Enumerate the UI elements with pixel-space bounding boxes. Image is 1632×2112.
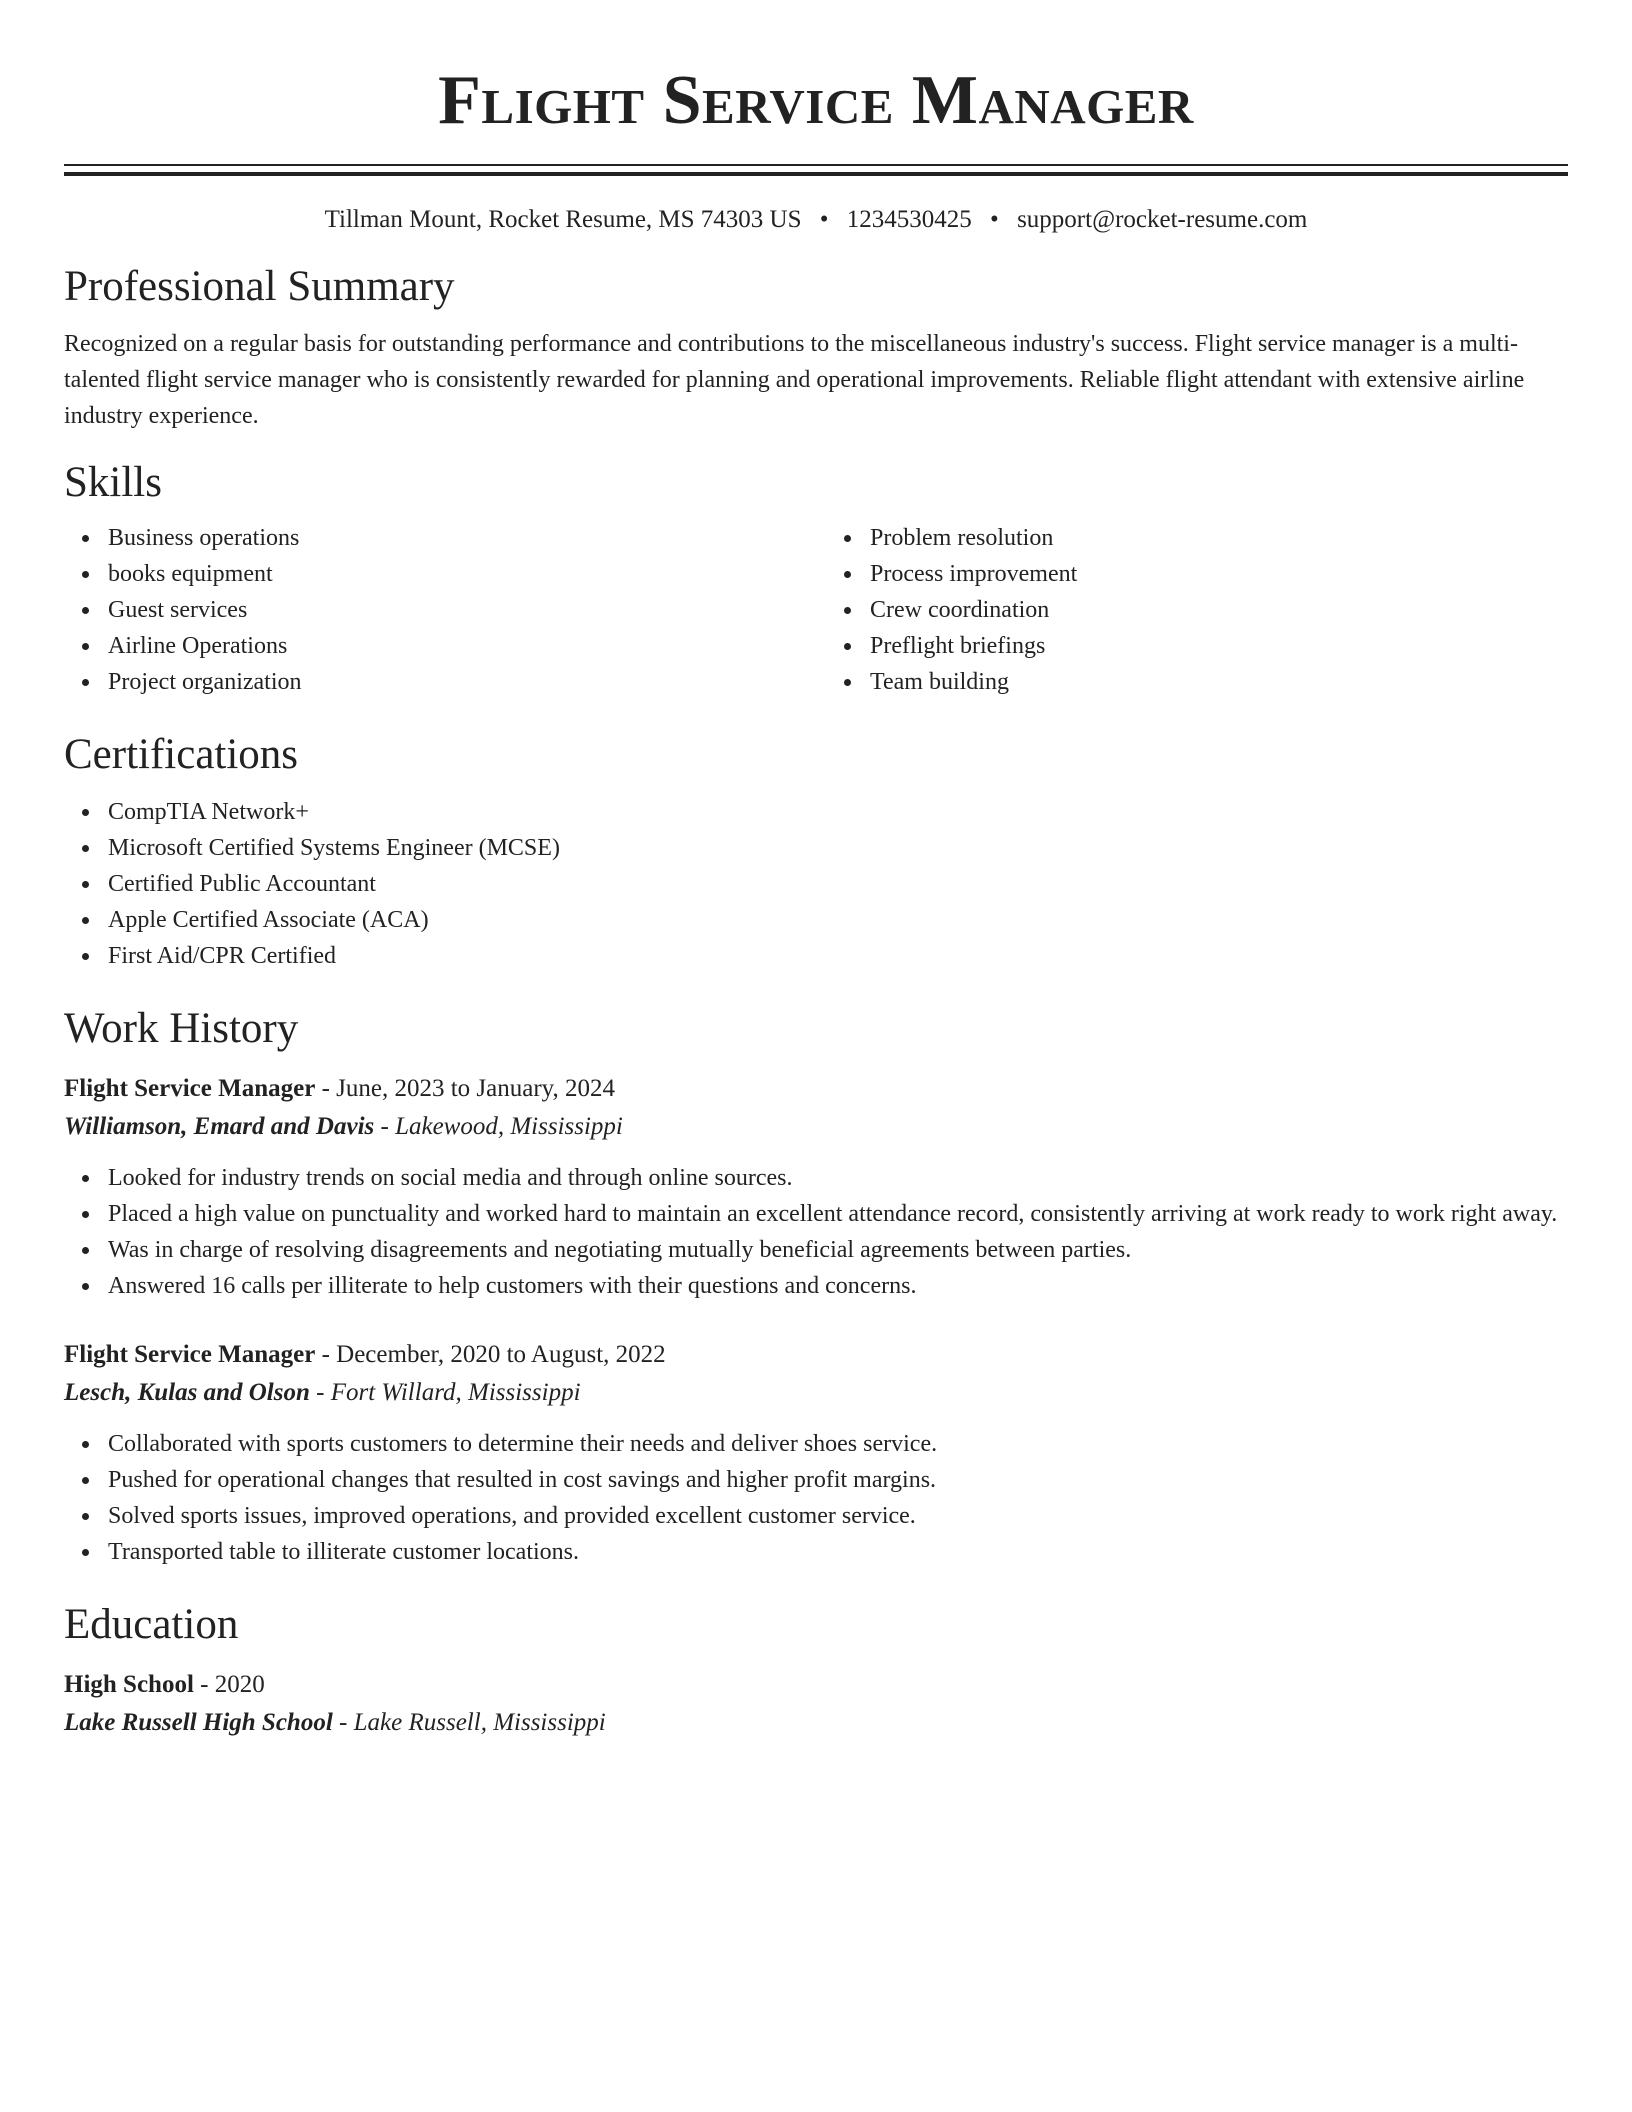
skill-item: Process improvement: [870, 556, 1568, 592]
skill-item: Problem resolution: [870, 520, 1568, 556]
job-dates: June, 2023 to January, 2024: [336, 1075, 616, 1102]
education-degree: High School: [64, 1671, 194, 1698]
skills-list-left: [64, 520, 806, 700]
skill-item: Team building: [870, 664, 1568, 700]
skills-grid: [64, 520, 1568, 700]
education-year: 2020: [214, 1671, 265, 1698]
job-entry: [64, 1336, 1568, 1570]
job-duty: Placed a high value on punctuality and worked hard to maintain an excellent attendance record, consistently arriving at work ready to work right away.: [108, 1196, 1568, 1232]
certifications-heading: Certifications: [64, 731, 299, 778]
job-duties-list: [64, 1426, 1568, 1570]
job-duty: Was in charge of resolving disagreements and negotiating mutually beneficial agreements between parties.: [108, 1232, 1568, 1268]
skill-item: Business operations: [108, 520, 806, 556]
education-school-line: [64, 1704, 1568, 1742]
certification-item: Certified Public Accountant: [108, 866, 1568, 902]
skill-item: books equipment: [108, 556, 806, 592]
contact-separator: •: [819, 206, 829, 233]
contact-separator: •: [990, 206, 999, 233]
education-heading: Education: [64, 1601, 239, 1648]
job-dates: December, 2020 to August, 2022: [336, 1341, 666, 1368]
resume-page: [64, 0, 1568, 1742]
certifications-list: [64, 794, 1568, 974]
job-title-line: [64, 1070, 1568, 1108]
education-entry: [64, 1666, 1568, 1742]
job-location-sep: -: [380, 1113, 396, 1140]
title-divider: [64, 164, 1568, 176]
summary-heading: Professional Summary: [64, 263, 455, 310]
job-duty: Solved sports issues, improved operations, and provided excellent customer service.: [108, 1498, 1568, 1534]
skill-item: Crew coordination: [870, 592, 1568, 628]
job-company-line: [64, 1108, 1568, 1146]
education-school: Lake Russell High School: [64, 1709, 333, 1736]
job-entry: [64, 1070, 1568, 1304]
education-degree-line: [64, 1666, 1568, 1704]
job-title: Flight Service Manager: [64, 1075, 316, 1102]
resume-title: Flight Service Manager: [438, 62, 1194, 139]
certification-item: CompTIA Network+: [108, 794, 1568, 830]
certification-item: Microsoft Certified Systems Engineer (MCSE): [108, 830, 1568, 866]
certification-item: Apple Certified Associate (ACA): [108, 902, 1568, 938]
education-location-sep: -: [339, 1709, 354, 1736]
job-duties-list: [64, 1160, 1568, 1304]
job-dates-sep: -: [321, 1075, 337, 1102]
education-location: Lake Russell, Mississippi: [353, 1709, 606, 1736]
job-dates-sep: -: [321, 1341, 337, 1368]
contact-address: Tillman Mount, Rocket Resume, MS 74303 US: [324, 206, 802, 233]
contact-phone: 1234530425: [846, 206, 972, 233]
job-location-sep: -: [316, 1379, 331, 1406]
job-duty: Collaborated with sports customers to determine their needs and deliver shoes service.: [108, 1426, 1568, 1462]
job-duty: Answered 16 calls per illiterate to help customers with their questions and concerns.: [108, 1268, 1568, 1304]
skill-item: Project organization: [108, 664, 806, 700]
certification-item: First Aid/CPR Certified: [108, 938, 1568, 974]
job-company: Williamson, Emard and Davis: [64, 1113, 375, 1140]
work-history-heading: Work History: [64, 1005, 299, 1052]
job-company: Lesch, Kulas and Olson: [64, 1379, 310, 1406]
skills-heading: Skills: [64, 459, 162, 506]
job-location: Lakewood, Mississippi: [395, 1113, 623, 1140]
job-title: Flight Service Manager: [64, 1341, 316, 1368]
skill-item: Preflight briefings: [870, 628, 1568, 664]
job-duty: Looked for industry trends on social media and through online sources.: [108, 1160, 1568, 1196]
skill-item: Airline Operations: [108, 628, 806, 664]
contact-email[interactable]: support@rocket-resume.com: [1017, 206, 1308, 233]
contact-line: [64, 204, 1568, 236]
summary-text: Recognized on a regular basis for outstanding performance and contributions to the miscellaneous industry's success. Flight service manager is a multi-talented flight service manager who is consistently rewarded for planning and operational improvements. Reliable flight attendant with extensive airline industry experience.: [64, 331, 1525, 429]
job-title-line: [64, 1336, 1568, 1374]
skills-list-right: [826, 520, 1568, 700]
job-duty: Pushed for operational changes that resulted in cost savings and higher profit margins.: [108, 1462, 1568, 1498]
job-company-line: [64, 1374, 1568, 1412]
job-location: Fort Willard, Mississippi: [330, 1379, 581, 1406]
education-year-sep: -: [200, 1671, 215, 1698]
skill-item: Guest services: [108, 592, 806, 628]
job-duty: Transported table to illiterate customer locations.: [108, 1534, 1568, 1570]
